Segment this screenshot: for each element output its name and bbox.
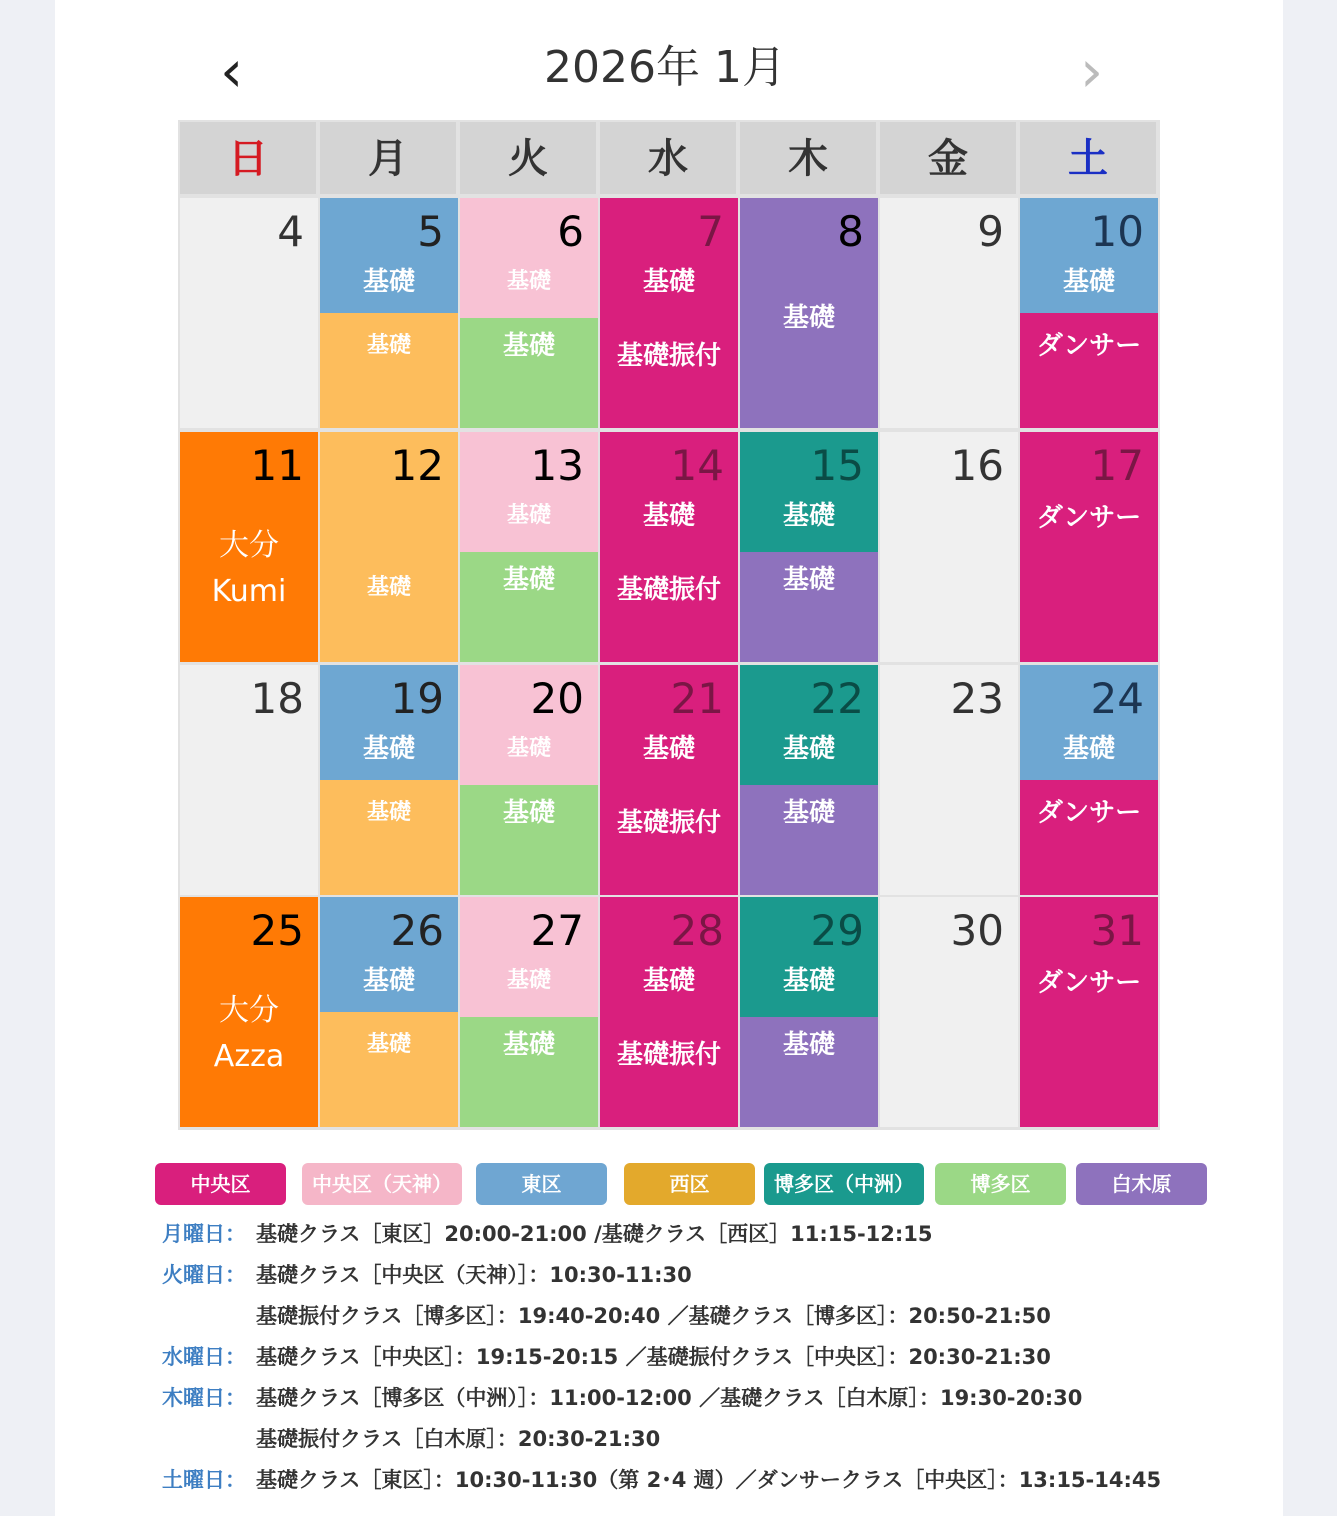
day-number: 26	[390, 906, 444, 955]
day-cell-28[interactable]	[600, 897, 738, 1127]
class-label: 基礎	[506, 736, 551, 761]
class-label: 基礎	[366, 333, 411, 358]
class-label: 基礎	[782, 798, 835, 828]
class-label: 基礎	[782, 501, 835, 531]
legend	[0, 1163, 1337, 1205]
note-line	[162, 1220, 933, 1248]
class-label: 基礎	[642, 267, 695, 297]
day-number: 14	[670, 441, 724, 490]
day-cell-13[interactable]	[460, 432, 598, 662]
weekday-header-fri: 金	[880, 122, 1016, 194]
legend-chip: 博多区（中洲）	[764, 1163, 924, 1205]
day-cell-31[interactable]	[1020, 897, 1158, 1127]
class-label: ダンサー	[1036, 968, 1142, 998]
weekday-header-sun: 日	[180, 122, 316, 194]
class-label: 基礎	[362, 734, 415, 764]
weekday-header-mon: 月	[320, 122, 456, 194]
class-label: 基礎	[642, 966, 695, 996]
day-cell-5[interactable]	[320, 198, 458, 428]
day-number: 16	[950, 441, 1004, 490]
note-text: 基礎クラス［中央区］：19:15-20:15 ／基礎振付クラス［中央区］：20:30-21:30	[256, 1345, 1051, 1369]
class-label: 基礎	[362, 966, 415, 996]
prev-month-chevron-icon[interactable]: ‹	[220, 37, 244, 105]
class-label: 基礎	[366, 575, 411, 600]
note-text: 基礎クラス［博多区（中洲）］：11:00-12:00 ／基礎クラス［白木原］：19:30-20:30	[256, 1386, 1083, 1410]
note-line	[162, 1425, 660, 1453]
class-label: 基礎振付	[616, 1040, 721, 1070]
day-cell-23[interactable]	[880, 665, 1018, 895]
note-weekday: 土曜日：	[162, 1468, 246, 1492]
class-label: 基礎	[782, 565, 835, 595]
class-label: 基礎	[366, 1032, 411, 1057]
event-label: 大分	[219, 993, 279, 1028]
day-cell-29[interactable]	[740, 897, 878, 1127]
class-label: 基礎	[362, 267, 415, 297]
day-number: 15	[810, 441, 864, 490]
day-number: 22	[810, 674, 864, 723]
weekday-header-sat: 土	[1020, 122, 1156, 194]
day-number: 10	[1090, 207, 1144, 256]
class-label: 基礎	[642, 501, 695, 531]
day-number: 29	[810, 906, 864, 955]
legend-chip: 中央区（天神）	[302, 1163, 462, 1205]
day-cell-9[interactable]	[880, 198, 1018, 428]
class-label: 基礎	[782, 303, 835, 333]
class-label: 基礎振付	[616, 808, 721, 838]
day-cell-24[interactable]	[1020, 665, 1158, 895]
class-label: 基礎	[502, 1030, 555, 1060]
class-label: 基礎	[782, 734, 835, 764]
day-number: 11	[250, 441, 304, 490]
day-number: 20	[530, 674, 584, 723]
note-line	[162, 1384, 1082, 1412]
day-number: 24	[1090, 674, 1144, 723]
note-weekday: 水曜日：	[162, 1345, 246, 1369]
day-number: 18	[250, 674, 304, 723]
day-cell-20[interactable]	[460, 665, 598, 895]
day-number: 12	[390, 441, 444, 490]
note-line	[162, 1261, 692, 1289]
class-label: 基礎振付	[616, 575, 721, 605]
day-number: 28	[670, 906, 724, 955]
legend-chip: 白木原	[1076, 1163, 1207, 1205]
day-cell-15[interactable]	[740, 432, 878, 662]
day-cell-8[interactable]	[740, 198, 878, 428]
day-number: 4	[277, 207, 304, 256]
next-month-chevron-icon[interactable]: ›	[1080, 37, 1104, 105]
class-label: 基礎	[642, 734, 695, 764]
note-text: 基礎クラス［中央区（天神）］：10:30-11:30	[256, 1263, 692, 1287]
day-number: 27	[530, 906, 584, 955]
class-label: 基礎	[782, 1030, 835, 1060]
day-cell-11[interactable]	[180, 432, 318, 662]
note-weekday: 火曜日：	[162, 1263, 246, 1287]
day-number: 25	[250, 906, 304, 955]
note-text: 基礎クラス［東区］：10:30-11:30（第 2･4 週）／ダンサークラス［中央区］：13:15-14:45	[256, 1468, 1162, 1492]
day-number: 7	[697, 207, 724, 256]
day-cell-4[interactable]	[180, 198, 318, 428]
note-line	[162, 1343, 1051, 1371]
day-cell-17[interactable]	[1020, 432, 1158, 662]
day-cell-22[interactable]	[740, 665, 878, 895]
month-title: 2026年 1月	[544, 42, 786, 93]
legend-chip: 中央区	[155, 1163, 286, 1205]
class-label: 基礎	[502, 565, 555, 595]
day-cell-18[interactable]	[180, 665, 318, 895]
day-cell-19[interactable]	[320, 665, 458, 895]
class-label: ダンサー	[1036, 331, 1142, 361]
day-number: 9	[977, 207, 1004, 256]
day-number: 30	[950, 906, 1004, 955]
legend-chip: 博多区	[935, 1163, 1066, 1205]
day-number: 19	[390, 674, 444, 723]
note-line	[162, 1466, 1161, 1494]
class-label: 基礎	[502, 331, 555, 361]
legend-chip: 西区	[624, 1163, 755, 1205]
event-label: 大分	[219, 528, 279, 563]
class-label: 基礎	[506, 968, 551, 993]
note-text: 基礎振付クラス［博多区］：19:40-20:40 ／基礎クラス［博多区］：20:50-21:50	[256, 1304, 1051, 1328]
day-number: 8	[837, 207, 864, 256]
day-number: 23	[950, 674, 1004, 723]
legend-chip: 東区	[476, 1163, 607, 1205]
day-cell-10[interactable]	[1020, 198, 1158, 428]
note-text: 基礎クラス［東区］20:00-21:00 /基礎クラス［西区］11:15-12:15	[256, 1222, 933, 1246]
day-cell-12[interactable]	[320, 432, 458, 662]
note-weekday: 木曜日：	[162, 1386, 246, 1410]
class-label: 基礎振付	[616, 341, 721, 371]
day-number: 6	[557, 207, 584, 256]
day-cell-7[interactable]	[600, 198, 738, 428]
day-cell-27[interactable]	[460, 897, 598, 1127]
day-cell-21[interactable]	[600, 665, 738, 895]
class-label: 基礎	[782, 966, 835, 996]
class-label: ダンサー	[1036, 503, 1142, 533]
day-number: 31	[1090, 906, 1144, 955]
day-cell-6[interactable]	[460, 198, 598, 428]
weekday-header-wed: 水	[600, 122, 736, 194]
weekday-header-thu: 木	[740, 122, 876, 194]
day-number: 17	[1090, 441, 1144, 490]
class-label: 基礎	[1062, 267, 1115, 297]
day-number: 13	[530, 441, 584, 490]
day-cell-30[interactable]	[880, 897, 1018, 1127]
event-label: Azza	[213, 1039, 285, 1074]
class-label: 基礎	[506, 503, 551, 528]
class-label: 基礎	[502, 798, 555, 828]
note-weekday: 月曜日：	[162, 1222, 246, 1246]
class-label: 基礎	[506, 269, 551, 294]
day-number: 5	[417, 207, 444, 256]
day-cell-25[interactable]	[180, 897, 318, 1127]
class-label: ダンサー	[1036, 798, 1142, 828]
day-cell-14[interactable]	[600, 432, 738, 662]
day-cell-26[interactable]	[320, 897, 458, 1127]
note-text: 基礎振付クラス［白木原］：20:30-21:30	[256, 1427, 661, 1451]
class-label: 基礎	[1062, 734, 1115, 764]
event-label: Kumi	[211, 574, 287, 609]
weekday-header-tue: 火	[460, 122, 596, 194]
note-line	[162, 1302, 1051, 1330]
day-number: 21	[670, 674, 724, 723]
calendar-grid	[178, 120, 1160, 1130]
class-label: 基礎	[366, 800, 411, 825]
day-cell-16[interactable]	[880, 432, 1018, 662]
